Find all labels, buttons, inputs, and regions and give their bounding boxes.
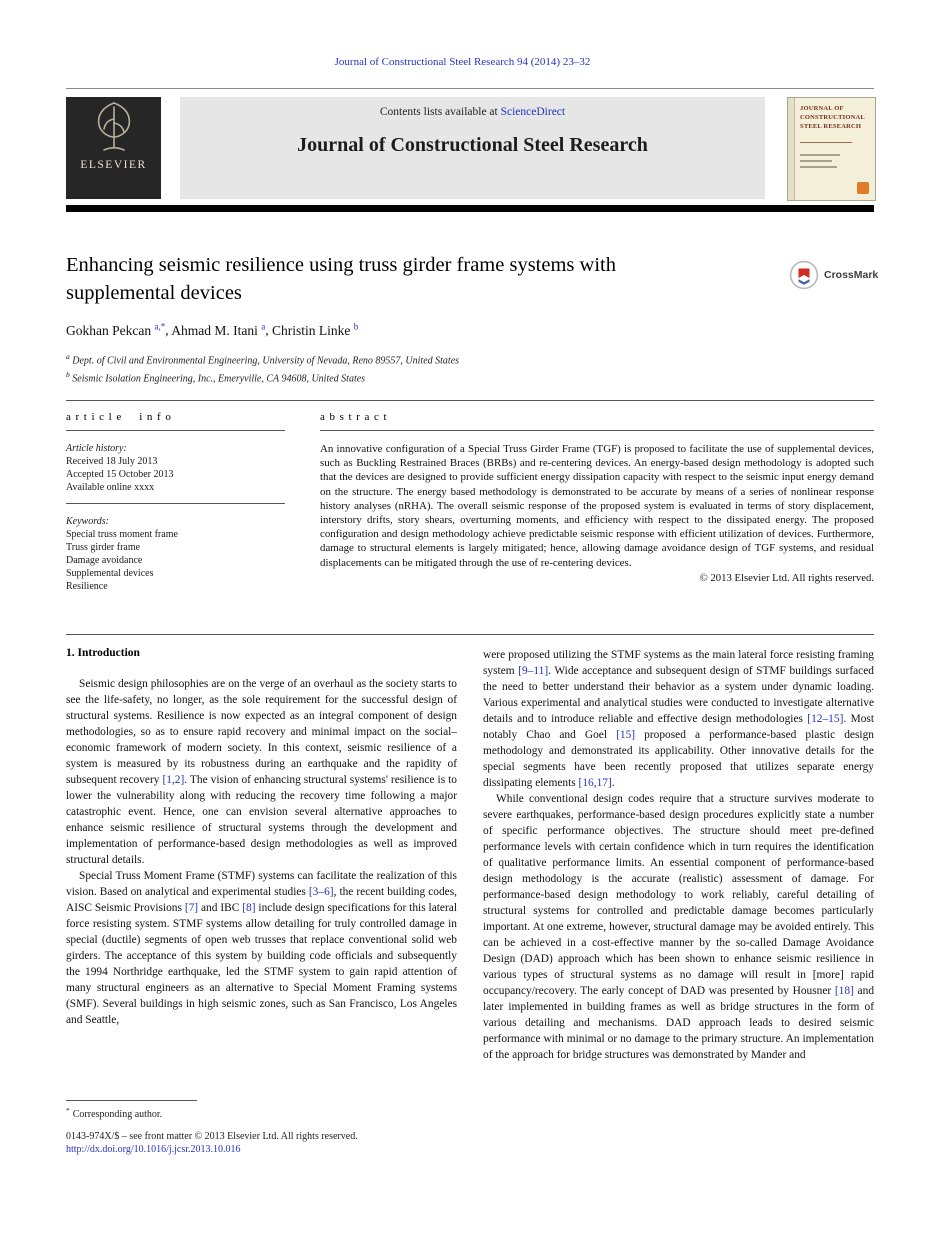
article-info-heading: article info	[66, 411, 176, 423]
divider	[66, 88, 874, 89]
cover-editor-line	[800, 166, 837, 168]
affiliation-list	[66, 350, 459, 387]
footnote-text: Corresponding author.	[72, 1109, 163, 1121]
keywords-label: Keywords:	[66, 516, 109, 527]
paragraph: were proposed utilizing the STMF systems as the main lateral force resisting framing system [9–11]. Wide acceptance and subsequent design of STMF buildings surfaced the need to better understand their behavior as a system under dynamic loading. Various experimental and analytical studies were conducted to investigate alternative details and to introduce reliable and effective design methodologies [12–15]. Most notably Chao and Goel [15] proposed a performance-based plastic design methodology and demonstrated its applicability. Other innovative details for the special segments have been recently proposed that utilizes separate energy dissipating elements [16,17].	[483, 649, 874, 789]
journal-citation	[0, 56, 925, 68]
cover-rule	[800, 142, 852, 143]
crossmark-icon	[789, 260, 819, 290]
journal-name: Journal of Constructional Steel Research	[297, 134, 648, 156]
paragraph: Special Truss Moment Frame (STMF) systems can facilitate the realization of this vision. Based on analytical and experimental studies [3–6], the recent building codes, AISC Seismic Provisions [7] and IBC [8] include design specifications for this lateral force resisting system. STMF systems allow detailing for truly controlled damage in special (ductile) segments of open web trusses that replace conventional solid web girders. The acceptance of this system by building code officials and subsequently the 1994 Northridge earthquake, led the STMF system to gain rapid attention of many structural engineers as an alternative to Special Moment Framing systems (SMF). Several buildings in high seismic zones, such as San Francisco, Los Angeles and Seattle,	[66, 870, 457, 1026]
article-title: Enhancing seismic resilience using truss girder frame systems with supplemental devices	[66, 254, 616, 304]
copyright-line: 0143-974X/$ – see front matter © 2013 Elsevier Ltd. All rights reserved.	[66, 1131, 358, 1142]
author-affiliation-link[interactable]: a,*	[154, 321, 166, 331]
contents-prefix: Contents lists available at	[379, 106, 501, 118]
journal-cover-thumbnail	[787, 97, 876, 201]
affiliation-sup: a	[66, 352, 70, 361]
elsevier-wordmark: ELSEVIER	[80, 159, 147, 171]
abstract-text: An innovative configuration of a Special Truss Girder Frame (TGF) is proposed to facilitate the use of supplemental devices, such as Buckling Restrained Braces (BRBs) and re-centering devices. An energy-based design methodology is adopted such that the devices are designed to provide sufficient energy dissipation capacity with respect to the seismic input energy demand on the structure. The energy based methodology is demonstrated to be accurate by means of a series of nonlinear response history analyses (nRHA). The overall seismic response of the proposed system is evaluated in terms of story displacement, interstory drifts, story shears, overturning moments, and efficiency with respect to the dissipated energy. The proposed configuration and design methodology achieve predictable seismic response with efficient utilization of devices. Furthermore, damage to structural elements is largely mitigated; hence, allowing damage avoidance design of TGF systems, and residual displacements can be mitigated through the use of re-centering devices.	[320, 443, 874, 569]
left-paragraphs	[66, 676, 457, 1028]
citation-link[interactable]: [15]	[616, 729, 636, 741]
citation-link[interactable]: [12–15]	[807, 713, 844, 725]
author-name: Christin Linke $^b$	[272, 321, 359, 338]
citation-link[interactable]: [16,17]	[578, 777, 612, 789]
author-name: Ahmad M. Itani $^a$	[171, 321, 266, 338]
cover-editor-line	[800, 154, 840, 156]
citation-link[interactable]: [1,2]	[162, 774, 185, 786]
author-affiliation-link[interactable]: a	[261, 321, 266, 331]
info-line: Special truss moment frame	[66, 529, 178, 540]
affiliation: $^b$ Seismic Isolation Engineering, Inc., Emeryville, CA 94608, United States	[66, 370, 366, 385]
journal-banner	[180, 97, 765, 199]
article-info-column	[66, 411, 285, 593]
divider	[320, 430, 874, 431]
affiliation-sup: b	[66, 370, 70, 380]
body-column-right	[483, 647, 874, 1063]
abstract-copyright: © 2013 Elsevier Ltd. All rights reserved.	[699, 571, 874, 584]
info-line: Received 18 July 2013	[66, 456, 158, 467]
citation-link[interactable]: [3–6]	[308, 886, 334, 898]
citation-link[interactable]: [7]	[184, 902, 199, 914]
abstract-heading: abstract	[320, 411, 392, 423]
divider	[66, 634, 874, 635]
citation-link[interactable]: [8]	[242, 902, 256, 914]
info-line: Damage avoidance	[66, 555, 143, 566]
elsevier-logo	[66, 97, 161, 199]
divider-bar	[66, 205, 874, 212]
body-column-left	[66, 647, 457, 1028]
cover-spine	[788, 98, 795, 200]
info-line: Resilience	[66, 581, 108, 592]
history-list	[66, 455, 285, 494]
footnote-divider	[66, 1100, 197, 1101]
corresponding-author-note	[66, 1106, 162, 1120]
divider	[66, 400, 874, 401]
citation-link[interactable]: [18]	[834, 985, 854, 997]
author-list: Gokhan Pekcan $^{a,*}$, Ahmad M. Itani $^a$, Christin Linke $^b$	[66, 321, 359, 338]
divider	[66, 503, 285, 504]
right-paragraphs	[483, 647, 874, 1063]
author-affiliation-link[interactable]: b	[353, 321, 359, 331]
article-history-label: Article history:	[66, 443, 127, 454]
elsevier-tree-icon	[85, 97, 143, 161]
info-line: Supplemental devices	[66, 568, 154, 579]
abstract-column	[320, 411, 874, 584]
journal-citation-link[interactable]: Journal of Constructional Steel Research 94 (2014) 23–32	[334, 56, 591, 68]
cover-editor-line	[800, 160, 832, 162]
paragraph: While conventional design codes require that a structure survives moderate to severe earthquakes, performance-based design procedures explicitly state a number of specific performance objectives. The structure should meet pre-defined performance levels with certain confidence which in turn requires the identification of qualitative performance limits. An essential component of performance-based design methodology is the accurate (realistic) assessment of damage. For performance-based design methodology to work reliably, careful detailing of structural systems for controlled and predictable damage becomes particularly important. At one extreme, however, structural damage may be avoided entirely. This can be achieved in a cost-effective manner by the so-called Damage Avoidance Design (DAD) approach which has been shown to enhance seismic resilience in various types of structural systems as no damage will result in [more] rapid occupancy/recovery. The early concept of DAD was presented by Housner [18] and later implemented in building frames as well as bridge structures in the form of various detailing and mechanisms. DAD approach leads to desired seismic performance with minimal or no damage to the primary structure. An implementation of the approach for bridge structures was demonstrated by Mander and	[483, 793, 875, 1061]
author-name: Gokhan Pekcan $^{a,*}$	[66, 321, 166, 338]
crossmark-badge[interactable]	[789, 260, 881, 290]
crossmark-label: CrossMark	[824, 269, 879, 281]
info-line: Available online xxxx	[66, 482, 155, 493]
divider	[66, 430, 285, 431]
citation-link[interactable]: [9–11]	[518, 665, 549, 677]
cover-publisher-mark	[857, 182, 869, 194]
cover-title: JOURNAL OF CONSTRUCTIONAL STEEL RESEARCH	[800, 105, 865, 130]
contents-line	[180, 97, 765, 118]
section-heading: 1. Introduction	[66, 647, 140, 659]
sciencedirect-link[interactable]: ScienceDirect	[500, 106, 566, 118]
affiliation: $^a$ Dept. of Civil and Environmental Engineering, University of Nevada, Reno 89557, United States	[66, 352, 460, 367]
info-line: Accepted 15 October 2013	[66, 469, 174, 480]
info-line: Truss girder frame	[66, 542, 141, 553]
paragraph: Seismic design philosophies are on the verge of an overhaul as the society starts to see the life-safety, no longer, as the sole requirement for the successful design of structural systems. Resilience is now expected as an integral component of design methodologies, so as to ensure rapid recovery and minimal impact on the social–economic framework of modern society. In this context, seismic resilience of a system is measured by its robustness during an earthquake and the rapidity of subsequent recovery [1,2]. The vision of enhancing structural systems' resilience is to lower the vulnerability along with reducing the recovery time following a major catastrophic event. Hence, one can envision several alternative approaches to enhance seismic resilience of structural systems through the development and implementation of performance-based design methodologies as well as improved structural details.	[66, 678, 457, 866]
footnote-marker: *	[66, 1106, 70, 1115]
keywords-list	[66, 528, 285, 593]
doi-link[interactable]: http://dx.doi.org/10.1016/j.jcsr.2013.10.016	[66, 1144, 241, 1155]
